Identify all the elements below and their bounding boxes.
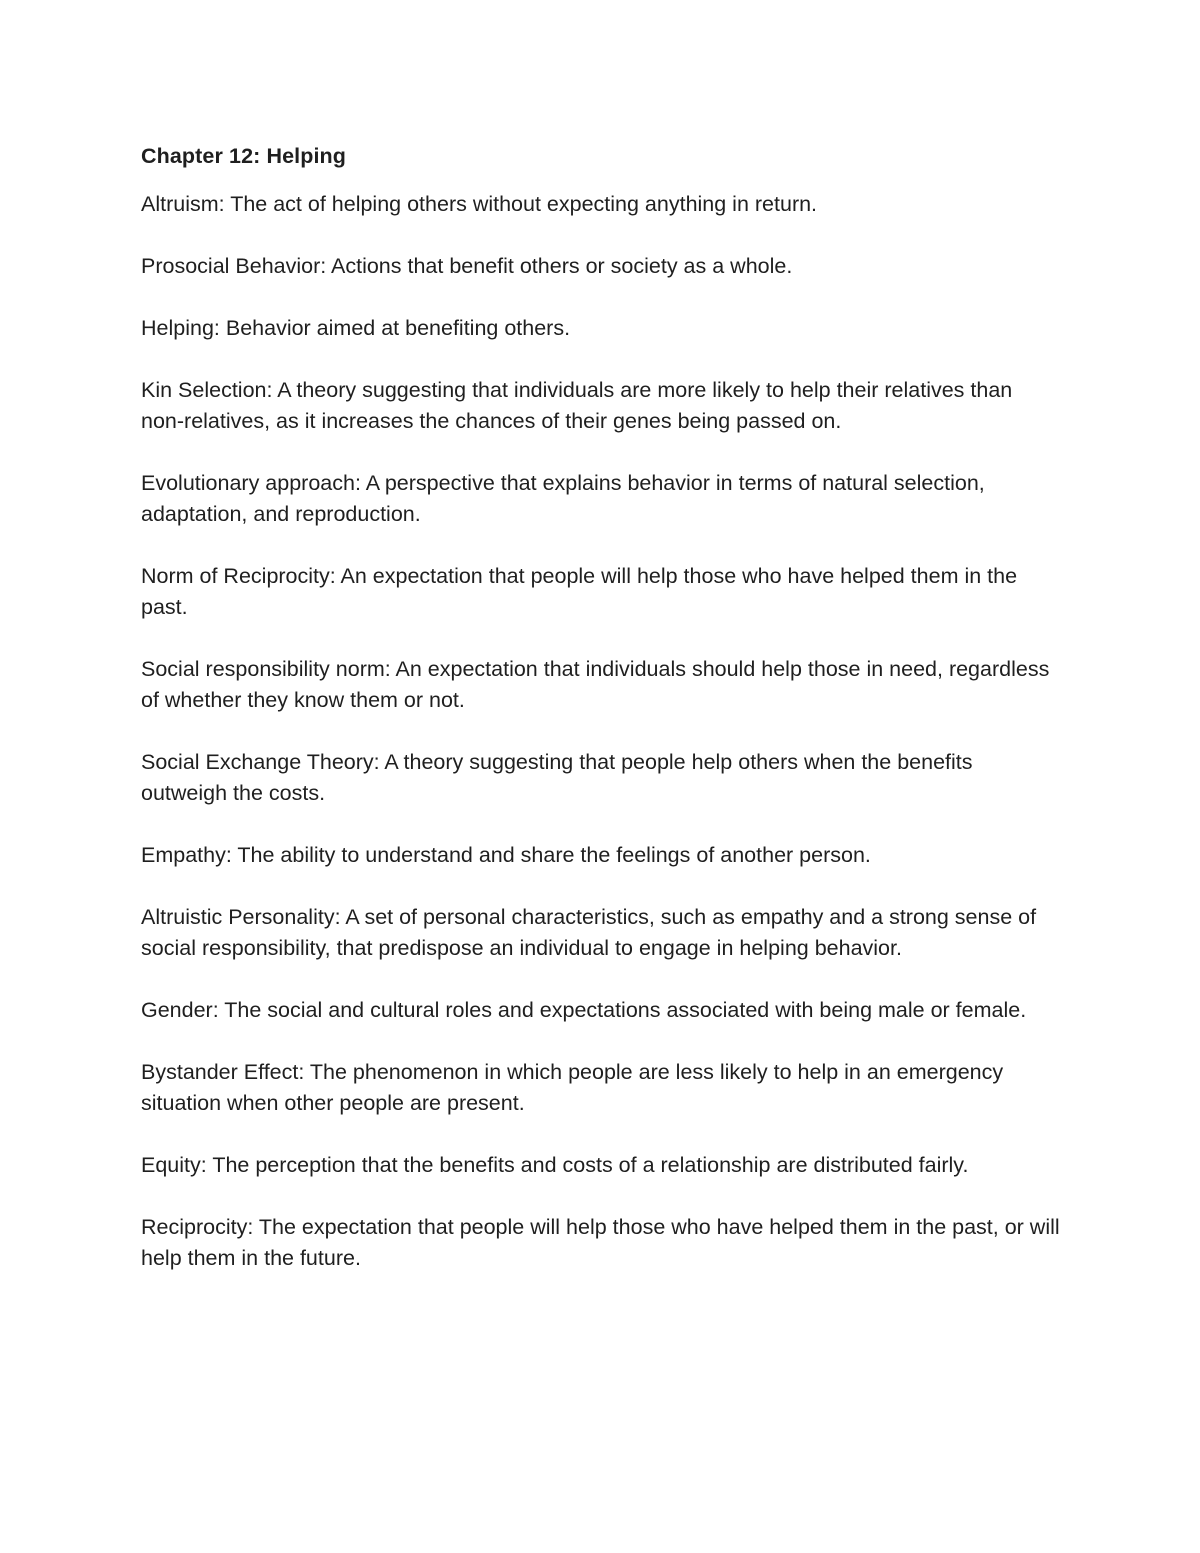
- definition-reciprocity: Reciprocity: The expectation that people will help those who have helped them in the past, or will help them in the future.: [141, 1215, 1060, 1270]
- definition-bystander-effect: Bystander Effect: The phenomenon in which people are less likely to help in an emergency situation when other people are present.: [141, 1060, 1004, 1115]
- definition-social-exchange-theory: Social Exchange Theory: A theory suggesting that people help others when the benefits outweigh the costs.: [141, 750, 973, 805]
- definition-empathy: Empathy: The ability to understand and share the feelings of another person.: [141, 843, 871, 867]
- definition-kin-selection: Kin Selection: A theory suggesting that individuals are more likely to help their relatives than non-relatives, as it increases the chances of their genes being passed on.: [141, 378, 1013, 433]
- definition-altruism: Altruism: The act of helping others without expecting anything in return.: [141, 192, 818, 216]
- definition-evolutionary-approach: Evolutionary approach: A perspective that explains behavior in terms of natural selection, adaptation, and reproduction.: [141, 471, 985, 526]
- definition-social-responsibility-norm: Social responsibility norm: An expectation that individuals should help those in need, regardless of whether they know them or not.: [141, 657, 1050, 712]
- definition-norm-of-reciprocity: Norm of Reciprocity: An expectation that people will help those who have helped them in the past.: [141, 564, 1018, 619]
- definition-prosocial-behavior: Prosocial Behavior: Actions that benefit others or society as a whole.: [141, 254, 793, 278]
- chapter-title: Chapter 12: Helping: [141, 144, 346, 168]
- document-body: [141, 141, 1061, 1305]
- definition-altruistic-personality: Altruistic Personality: A set of personal characteristics, such as empathy and a strong sense of social responsibility, that predispose an individual to engage in helping behavior.: [141, 905, 1037, 960]
- definition-helping: Helping: Behavior aimed at benefiting others.: [141, 316, 571, 340]
- definition-gender: Gender: The social and cultural roles and expectations associated with being male or female.: [141, 998, 1027, 1022]
- definition-equity: Equity: The perception that the benefits and costs of a relationship are distributed fairly.: [141, 1153, 969, 1177]
